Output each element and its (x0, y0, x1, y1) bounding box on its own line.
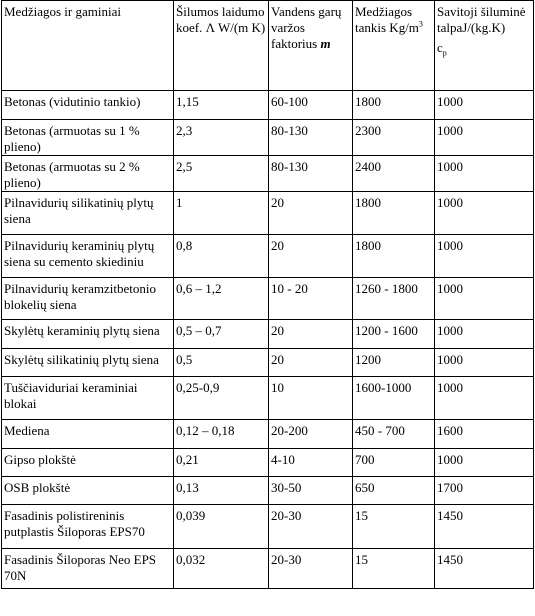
cell-vapour: 10 - 20 (269, 278, 353, 320)
cell-lambda: 0,12 – 0,18 (174, 420, 269, 449)
cell-lambda: 0,8 (174, 235, 269, 278)
cell-density: 1600-1000 (353, 377, 435, 420)
cell-vapour: 80-130 (269, 156, 353, 192)
header-lambda (174, 1, 269, 91)
cell-material: Skylėtų silikatinių plytų siena (2, 349, 174, 377)
cell-vapour: 20-30 (269, 505, 353, 549)
cell-lambda: 0,21 (174, 449, 269, 477)
cell-vapour: 20 (269, 320, 353, 349)
cell-lambda: 0,6 – 1,2 (174, 278, 269, 320)
cell-heat: 1000 (435, 278, 534, 320)
cell-density: 1800 (353, 192, 435, 235)
table-row (2, 349, 534, 377)
cell-density: 2400 (353, 156, 435, 192)
cell-lambda: 1 (174, 192, 269, 235)
cell-heat: 1000 (435, 349, 534, 377)
table-row (2, 449, 534, 477)
cell-density: 1800 (353, 91, 435, 120)
cell-heat: 1000 (435, 192, 534, 235)
table-row (2, 91, 534, 120)
header-density (353, 1, 435, 91)
cell-lambda: 0,032 (174, 549, 269, 589)
cell-vapour: 20 (269, 349, 353, 377)
cell-heat: 1000 (435, 91, 534, 120)
cell-density: 1800 (353, 235, 435, 278)
cell-material: Tuščiaviduriai keraminiai blokai (2, 377, 174, 420)
cell-density: 700 (353, 449, 435, 477)
header-vapour-symbol: m (320, 36, 331, 51)
header-vapour (269, 1, 353, 91)
header-density-sup: 3 (418, 19, 423, 29)
table-row (2, 278, 534, 320)
cell-lambda: 2,5 (174, 156, 269, 192)
table-row (2, 477, 534, 505)
header-heat-symbol: c (437, 40, 443, 55)
cell-density: 450 - 700 (353, 420, 435, 449)
cell-material: Betonas (armuotas su 2 % plieno) (2, 156, 174, 192)
table-header-row (2, 1, 534, 91)
cell-lambda: 2,3 (174, 120, 269, 156)
cell-lambda: 0,5 (174, 349, 269, 377)
table-row (2, 505, 534, 549)
cell-vapour: 60-100 (269, 91, 353, 120)
cell-vapour: 10 (269, 377, 353, 420)
cell-heat: 1450 (435, 505, 534, 549)
cell-density: 2300 (353, 120, 435, 156)
header-lambda-label: Šilumos laidumo koef. Λ W/(m K) (176, 4, 266, 35)
cell-density: 1200 - 1600 (353, 320, 435, 349)
header-heat (435, 1, 534, 91)
header-heat-label: Savitoji šiluminė talpaJ/(kg.K) (437, 4, 526, 35)
cell-lambda: 1,15 (174, 91, 269, 120)
cell-material: Pilnavidurių silikatinių plytų siena (2, 192, 174, 235)
cell-vapour: 20-30 (269, 549, 353, 589)
cell-material: Mediena (2, 420, 174, 449)
table-row (2, 235, 534, 278)
header-density-label: Medžiagos tankis Kg/m (355, 4, 419, 35)
cell-heat: 1000 (435, 156, 534, 192)
cell-lambda: 0,13 (174, 477, 269, 505)
cell-lambda: 0,039 (174, 505, 269, 549)
table-row (2, 549, 534, 589)
cell-heat: 1000 (435, 235, 534, 278)
materials-table (1, 0, 534, 589)
cell-lambda: 0,5 – 0,7 (174, 320, 269, 349)
header-material (2, 1, 174, 91)
table-row (2, 120, 534, 156)
cell-material: Pilnavidurių keraminių plytų siena su cemento skiediniu (2, 235, 174, 278)
cell-heat: 1700 (435, 477, 534, 505)
cell-density: 650 (353, 477, 435, 505)
cell-vapour: 30-50 (269, 477, 353, 505)
table-row (2, 377, 534, 420)
cell-density: 15 (353, 505, 435, 549)
cell-heat: 1000 (435, 377, 534, 420)
cell-material: Gipso plokštė (2, 449, 174, 477)
cell-material: Pilnavidurių keramzitbetonio blokelių siena (2, 278, 174, 320)
table-row (2, 320, 534, 349)
cell-vapour: 20-200 (269, 420, 353, 449)
cell-material: Betonas (vidutinio tankio) (2, 91, 174, 120)
cell-lambda: 0,25-0,9 (174, 377, 269, 420)
cell-material: Betonas (armuotas su 1 % plieno) (2, 120, 174, 156)
cell-vapour: 20 (269, 235, 353, 278)
header-vapour-label: Vandens garų varžos faktorius (271, 4, 342, 51)
cell-material: Skylėtų keraminių plytų siena (2, 320, 174, 349)
cell-heat: 1000 (435, 449, 534, 477)
cell-heat: 1450 (435, 549, 534, 589)
cell-vapour: 4-10 (269, 449, 353, 477)
table-row (2, 420, 534, 449)
header-material-label: Medžiagos ir gaminiai (4, 4, 121, 19)
cell-material: Fasadinis Šiloporas Neo EPS 70N (2, 549, 174, 589)
header-heat-sub: p (442, 48, 447, 58)
cell-vapour: 80-130 (269, 120, 353, 156)
cell-material: Fasadinis polistireninis putplastis Šiloporas EPS70 (2, 505, 174, 549)
cell-heat: 1000 (435, 320, 534, 349)
table-row (2, 156, 534, 192)
cell-material: OSB plokštė (2, 477, 174, 505)
cell-density: 1200 (353, 349, 435, 377)
cell-heat: 1000 (435, 120, 534, 156)
table-row (2, 192, 534, 235)
header-heat-symbol-wrap (437, 40, 531, 56)
cell-vapour: 20 (269, 192, 353, 235)
cell-density: 1260 - 1800 (353, 278, 435, 320)
cell-density: 15 (353, 549, 435, 589)
cell-heat: 1600 (435, 420, 534, 449)
materials-table-body (2, 1, 534, 589)
